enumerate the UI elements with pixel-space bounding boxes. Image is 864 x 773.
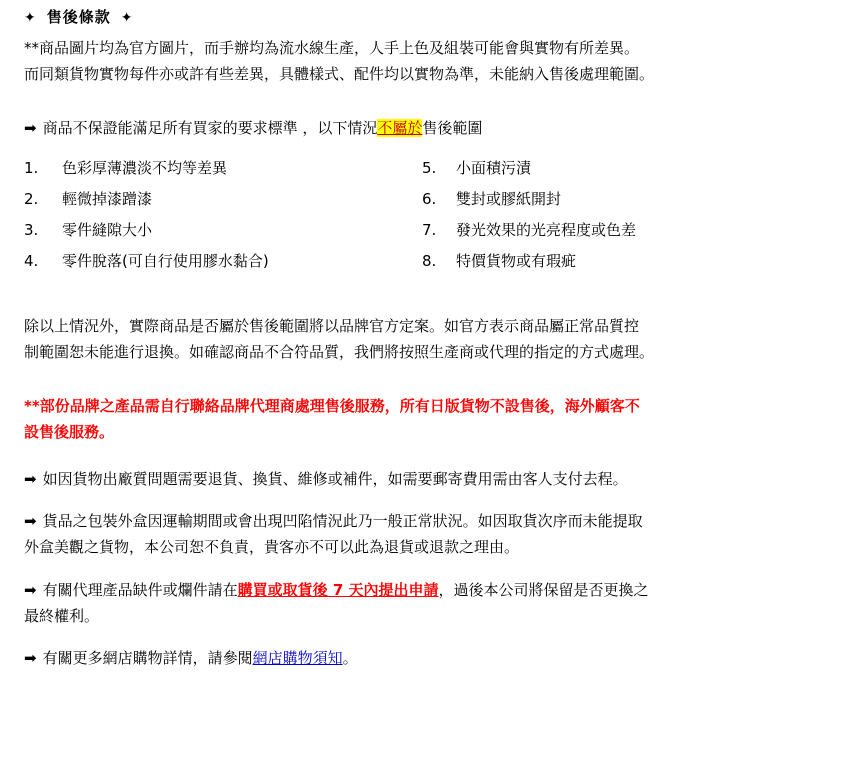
diamond-right-icon: ✦ [120,10,134,26]
spacer [24,630,850,646]
intro-line-1: **商品圖片均為官方圖片，而手辦均為流水線生產，人手上色及組裝可能會與實物有所差異。 [24,38,640,57]
exclusion-left-text-1: 色彩厚薄濃淡不均等差異 [62,158,228,177]
table-row [24,155,824,186]
bullet-item-packaging [24,509,850,533]
exclusion-right-text-2: 雙封或膠紙開封 [456,189,562,208]
spacer [24,493,850,509]
spacer [24,100,850,116]
exclusion-left-num-4: 4. [24,252,39,271]
exclusion-notice-highlight: 不屬於 [377,119,423,138]
exclusion-left-text-4: 零件脫落(可自行使用膠水黏合) [62,252,269,271]
exclusion-left-num-2: 2. [24,189,39,208]
exclusion-left-text-3: 零件縫隙大小 [62,221,153,240]
spacer [24,459,850,467]
agent-item-emphasis: 購買或取貨後 7 天內提出申請 [237,580,439,599]
page-title-text: 售後條款 [46,8,111,26]
shopping-guide-link[interactable]: 網店購物須知 [252,649,343,668]
bullet-item-packaging-line-2-wrap [24,535,850,559]
exclusion-left-text-2: 輕微掉漆蹭漆 [62,189,153,208]
exclusion-right-text-3: 發光效果的光亮程度或色差 [456,221,637,240]
intro-line-2: 而同類貨物實物每件亦或許有些差異，具體樣式、配件均以實物為準，未能納入售後處理範圍。 [24,64,655,83]
arrow-icon: ➡ [24,649,37,668]
arrow-icon: ➡ [24,119,37,138]
red-notice-line-2: 設售後服務。 [24,423,115,442]
agent-item-prefix: 有關代理產品缺件或爛件請在 [42,580,238,599]
diamond-left-icon: ✦ [24,10,37,26]
table-row [24,248,824,279]
intro-paragraph [24,36,850,87]
agent-item-line-2: 最終權利。 [24,606,100,625]
policy-line-1: 除以上情況外，實際商品是否屬於售後範圍將以品牌官方定案。如官方表示商品屬正常品質控 [24,316,640,335]
bullet-item-packaging-line-1: 貨品之包裝外盒因運輸期間或會出現凹陷情況此乃一般正常狀況。如因取貨次序而未能提取 [42,512,643,531]
agent-item-line-2-wrap [24,604,850,628]
exclusion-right-text-1: 小面積污漬 [456,158,532,177]
table-row [24,186,824,217]
bullet-item-return-text: 如因貨物出廠質問題需要退貨、換貨、維修或補件，如需要郵寄費用需由客人支付去程。 [42,469,628,488]
exclusion-left-num-3: 3. [24,221,39,240]
arrow-icon: ➡ [24,580,37,599]
exclusion-right-num-1: 5. [422,158,437,177]
bullet-item-shopping-guide [24,646,850,670]
red-notice-line-1: **部份品牌之產品需自行聯絡品牌代理商處理售後服務，所有日版貨物不設售後，海外顧客不 [24,397,640,416]
exclusion-right-num-2: 6. [422,189,437,208]
bullet-item-packaging-line-2: 外盒美觀之貨物，本公司恕不負責，貴客亦不可以此為退貨或退款之理由。 [24,538,520,557]
bullet-item-agent [24,578,850,602]
spacer [24,280,850,314]
spacer [24,562,850,578]
table-row [24,217,824,248]
final-item-prefix: 有關更多網店購物詳情，請參閱 [42,649,253,668]
policy-paragraph [24,314,850,365]
bullet-item-return [24,467,850,491]
arrow-icon: ➡ [24,469,37,488]
final-item-suffix: 。 [342,649,358,668]
exclusions-table [24,155,824,280]
agent-item-suffix: ，過後本公司將保留是否更換之 [438,580,649,599]
exclusion-notice [24,116,850,140]
arrow-icon: ➡ [24,512,37,531]
spacer [24,378,850,394]
policy-line-2: 制範圍恕未能進行退換。如確認商品不合符品質，我們將按照生產商或代理的指定的方式處理。 [24,342,655,361]
red-notice [24,394,850,445]
exclusion-right-text-4: 特價貨物或有瑕疵 [456,252,577,271]
page-title [24,6,850,30]
exclusion-right-num-3: 7. [422,221,437,240]
exclusion-right-num-4: 8. [422,252,437,271]
exclusion-notice-part-1: 商品不保證能滿足所有買家的要求標準 ，以下情況 [42,119,378,138]
exclusion-left-num-1: 1. [24,158,39,177]
exclusion-notice-part-2: 售後範圍 [422,119,483,138]
